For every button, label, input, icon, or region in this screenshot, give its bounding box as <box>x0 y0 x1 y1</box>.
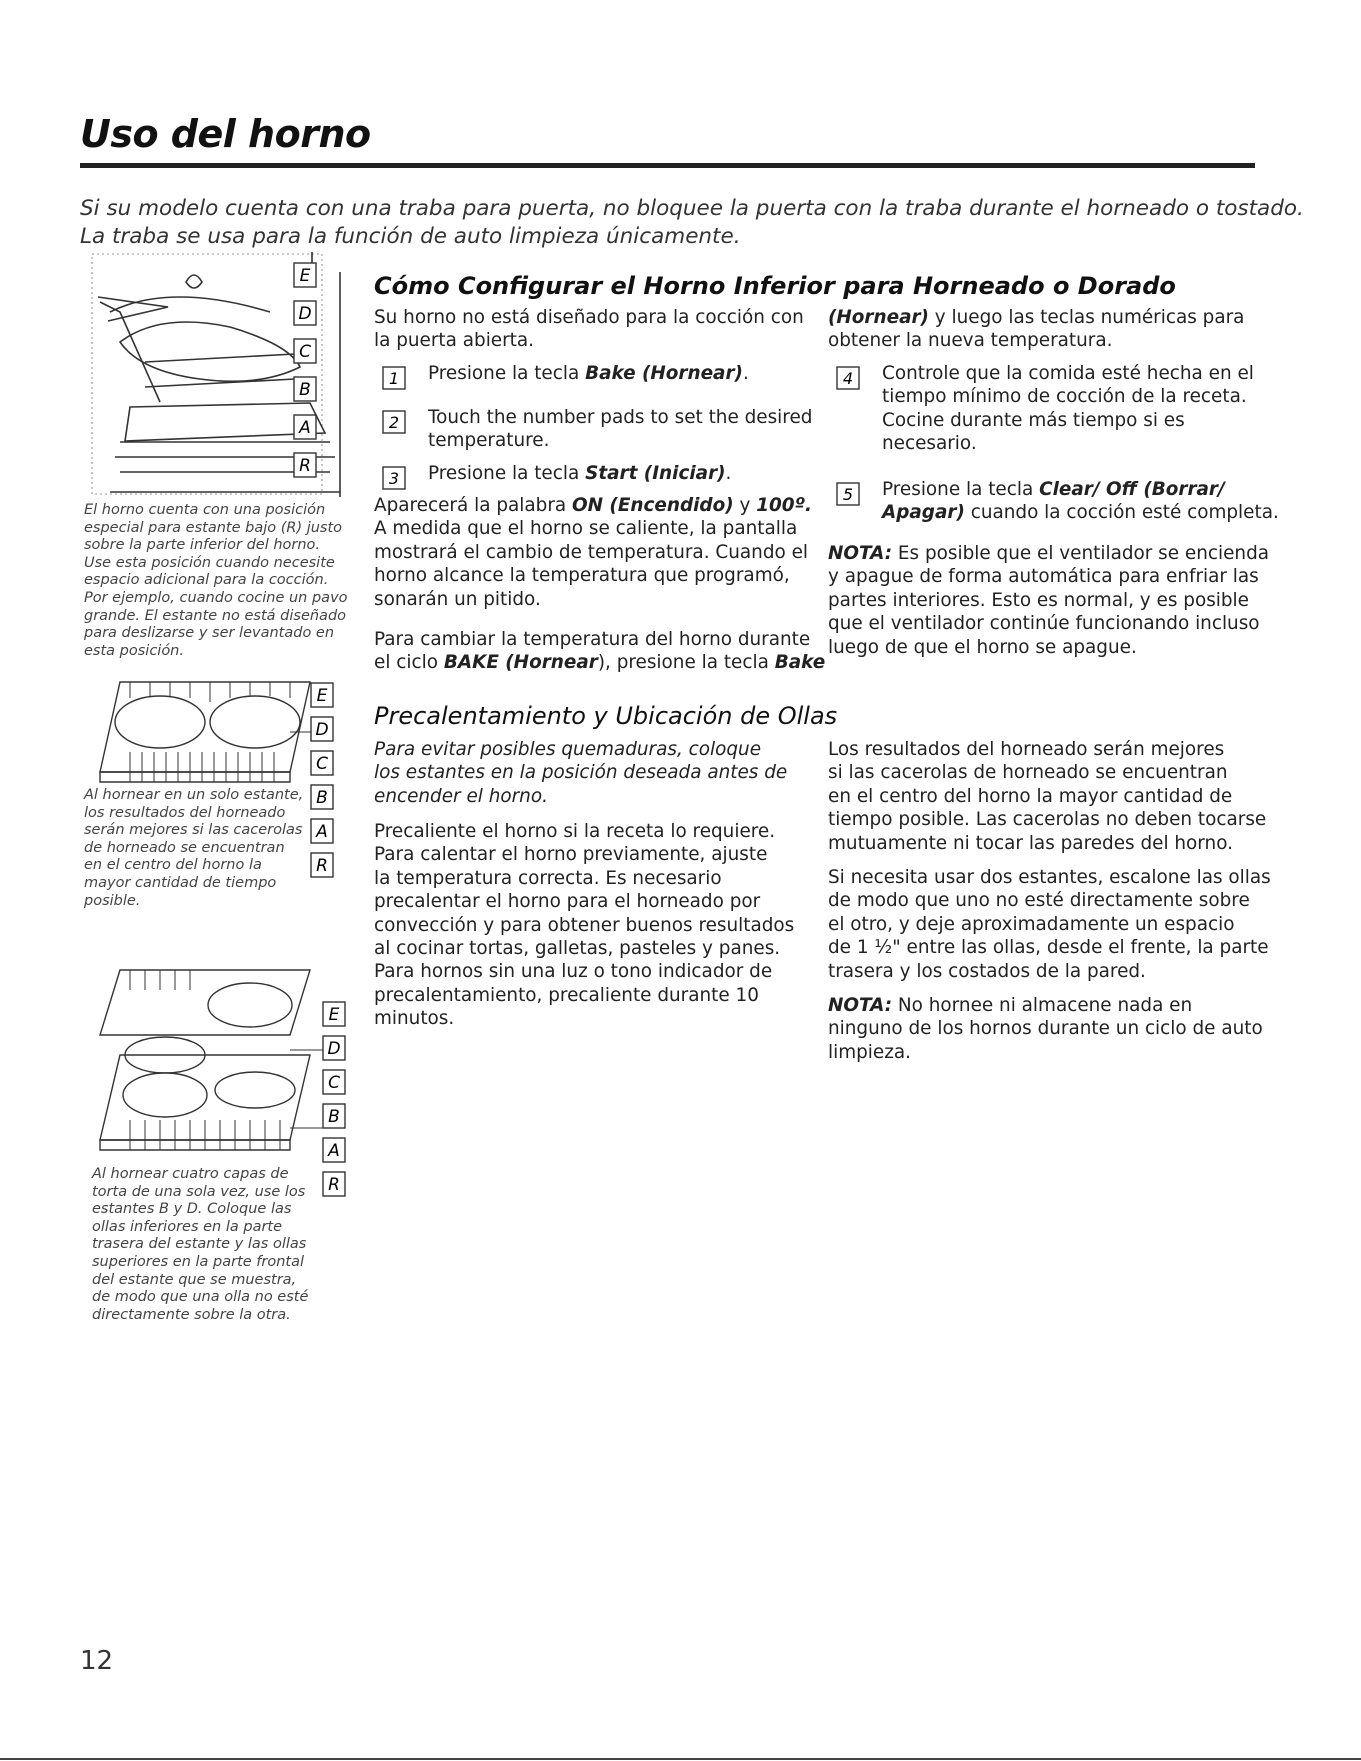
section-1-note: NOTA: Es posible que el ventilador se encienda y apague de forma automática para enfriar las partes interiores. Esto es normal, y es posible que el ventilador continúe funcionando incluso luego de que el horno se apague. <box>828 543 1270 658</box>
step-2-marker <box>382 410 408 436</box>
figure-single-rack <box>90 672 330 792</box>
intro-line-2: La traba se usa para la función de auto limpieza únicamente. <box>80 224 741 249</box>
step-4-marker <box>836 366 862 392</box>
rack-letter-d <box>322 1035 346 1065</box>
svg-text:R: R <box>328 1175 340 1195</box>
rack-letter-e <box>322 1001 346 1031</box>
section-1-heading: Cómo Configurar el Horno Inferior para Horneado o Dorado <box>374 272 1176 300</box>
step-number-3-icon <box>382 466 406 490</box>
step-number-2-icon <box>382 410 406 434</box>
svg-text:R: R <box>316 856 328 876</box>
section-2-warning: Para evitar posibles quemaduras, coloque los estantes en la posición deseada antes de encender el horno. <box>374 739 788 807</box>
svg-text:D: D <box>298 304 312 324</box>
svg-text:E: E <box>299 266 311 286</box>
intro-line-1: Si su modelo cuenta con una traba para puerta, no bloquee la puerta con la traba durante el horneado o tostado. <box>80 196 1304 221</box>
step-5-text: Presione la tecla Clear/ Off (Borrar/ Apagar) cuando la cocción esté completa. <box>882 479 1279 524</box>
rack-letter-a <box>293 414 317 444</box>
page-title: Uso del horno <box>80 112 371 156</box>
svg-text:E: E <box>328 1005 340 1025</box>
rack-letter-b <box>310 784 334 814</box>
svg-text:5: 5 <box>842 485 854 504</box>
svg-text:B: B <box>316 788 328 808</box>
step-1-text: Presione la tecla Bake (Hornear). <box>428 363 749 384</box>
svg-text:2: 2 <box>388 413 400 432</box>
rack-letter-a <box>310 818 334 848</box>
rack-letter-r <box>322 1171 346 1201</box>
rack-letter-a <box>322 1137 346 1167</box>
step-2-text: Touch the number pads to set the desired temperature. <box>428 407 813 452</box>
rack-letter-d <box>293 300 317 330</box>
step-5-marker <box>836 482 862 508</box>
page-number: 12 <box>80 1646 114 1676</box>
section-2-note: NOTA: No hornee ni almacene nada en ninguno de los hornos durante un ciclo de auto limpieza. <box>828 995 1263 1063</box>
two-racks-illustration <box>90 960 330 1160</box>
rack-letter-c <box>310 750 334 780</box>
figure-two-racks <box>90 960 330 1160</box>
bottom-rule <box>0 1758 1361 1760</box>
section-2-paragraph-1: Precaliente el horno si la receta lo requiere. Para calentar el horno previamente, ajuste la temperatura correcta. Es necesario precalentar el horno para el horneado por convección y para obtener buenos resultados al cocinar tortas, galletas, pasteles y panes. Para hornos sin una luz o tono indicador de precalentamiento, precaliente durante 10 minutos. <box>374 821 795 1030</box>
rack-letter-r <box>293 452 317 482</box>
svg-text:A: A <box>316 822 328 842</box>
section-2-heading: Precalentamiento y Ubicación de Ollas <box>374 702 838 730</box>
rack-letter-r <box>310 852 334 882</box>
svg-text:4: 4 <box>842 369 854 388</box>
figure-3-caption: Al hornear cuatro capas de torta de una sola vez, use los estantes B y D. Coloque las ollas inferiores en la parte trasera del estante y las ollas superiores en la parte frontal del estante que se muestra, de modo que una olla no esté directamente sobre la otra. <box>92 1166 309 1323</box>
section-1-col2-paragraph: (Hornear) y luego las teclas numéricas para obtener la nueva temperatura. <box>828 307 1245 352</box>
rack-letter-e <box>310 682 334 712</box>
rack-letter-d <box>310 716 334 746</box>
step-3-marker <box>382 466 408 492</box>
svg-text:3: 3 <box>388 469 400 488</box>
step-number-5-icon <box>836 482 860 506</box>
step-number-4-icon <box>836 366 860 390</box>
svg-text:A: A <box>299 418 311 438</box>
rack-letter-e <box>293 262 317 292</box>
section-2-col2-paragraph-1: Los resultados del horneado serán mejores si las cacerolas de horneado se encuentran en el centro del horno la mayor cantidad de tiempo posible. Las cacerolas no deben tocarse mutuamente ni tocar las paredes del horno. <box>828 739 1267 854</box>
svg-text:C: C <box>299 342 311 362</box>
svg-text:D: D <box>315 720 329 740</box>
single-rack-illustration <box>90 672 330 792</box>
section-2-col2-paragraph-2: Si necesita usar dos estantes, escalone las ollas de modo que uno no esté directamente sobre el otro, y deje aproximadamente un espacio de 1 ½" entre las ollas, desde el frente, la parte trasera y los costados de la pared. <box>828 867 1271 982</box>
step-1-marker <box>382 366 408 392</box>
title-rule <box>80 163 1255 168</box>
section-1-intro: Su horno no está diseñado para la cocción con la puerta abierta. <box>374 307 804 352</box>
rack-letter-c <box>293 338 317 368</box>
svg-text:A: A <box>328 1141 340 1161</box>
section-1-paragraph-2: Para cambiar la temperatura del horno durante el ciclo BAKE (Hornear), presione la tecla Bake <box>374 629 826 674</box>
svg-text:E: E <box>316 686 328 706</box>
figure-2-caption: Al hornear en un solo estante, los resultados del horneado serán mejores si las cacerolas de horneado se encuentran en el centro del horno la mayor cantidad de tiempo posible. <box>84 787 304 909</box>
svg-text:B: B <box>328 1107 340 1127</box>
svg-text:C: C <box>328 1073 340 1093</box>
figure-1-caption: El horno cuenta con una posición especial para estante bajo (R) justo sobre la parte inferior del horno. Use esta posición cuando necesite espacio adicional para la cocción. Por ejemplo, cuando cocine un pavo grande. El estante no está diseñado para deslizarse y ser levantado en esta posición. <box>84 502 348 659</box>
svg-text:R: R <box>299 456 311 476</box>
svg-text:B: B <box>299 380 311 400</box>
step-number-1-icon <box>382 366 406 390</box>
svg-text:1: 1 <box>388 369 400 388</box>
svg-text:C: C <box>316 754 328 774</box>
svg-text:D: D <box>327 1039 341 1059</box>
rack-letter-c <box>322 1069 346 1099</box>
step-4-text: Controle que la comida esté hecha en el tiempo mínimo de cocción de la receta. Cocine durante más tiempo si es necesario. <box>882 363 1254 455</box>
step-3-text: Presione la tecla Start (Iniciar). <box>428 463 732 484</box>
rack-letter-b <box>322 1103 346 1133</box>
section-1-paragraph-1: Aparecerá la palabra ON (Encendido) y 100º. A medida que el horno se caliente, la pantalla mostrará el cambio de temperatura. Cuando el horno alcance la temperatura que programó, sonarán un pitido. <box>374 495 812 610</box>
rack-letter-b <box>293 376 317 406</box>
